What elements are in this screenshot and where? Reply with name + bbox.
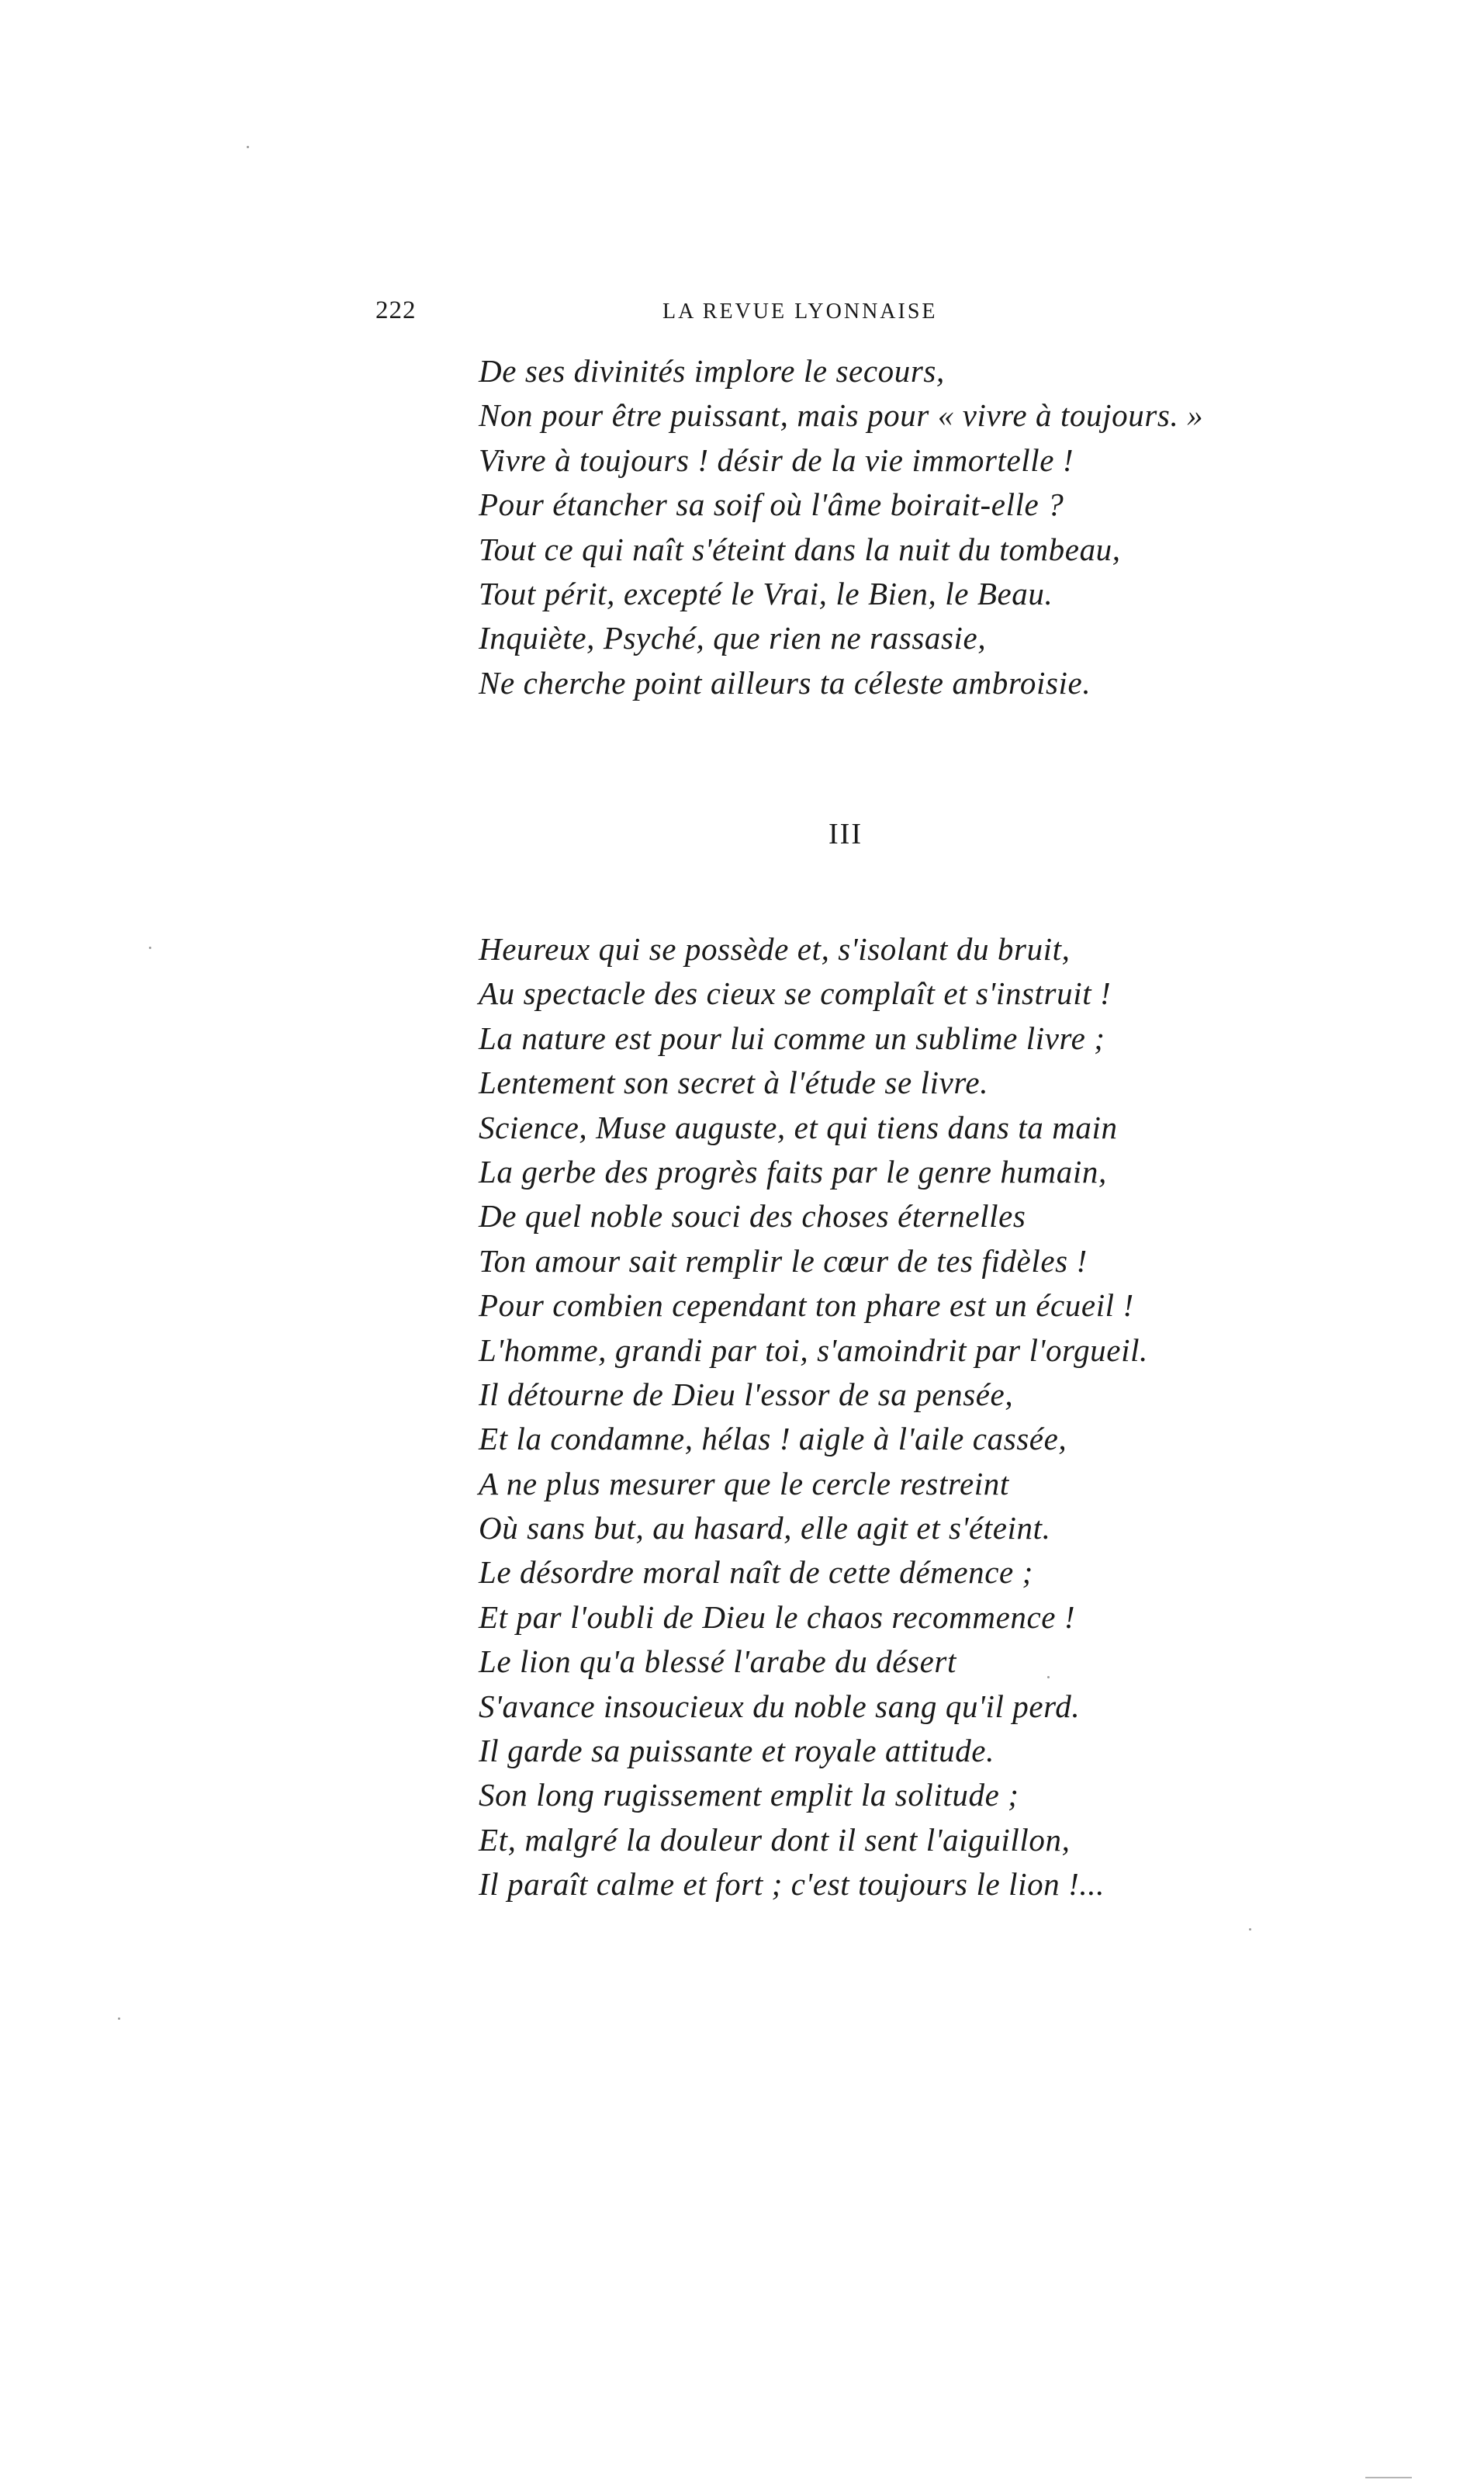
verse-line: Il garde sa puissante et royale attitude. bbox=[479, 1733, 995, 1769]
verse-line: Pour étancher sa soif où l'âme boirait-elle ? bbox=[479, 487, 1064, 523]
verse-line: A ne plus mesurer que le cercle restreint bbox=[479, 1465, 1009, 1501]
verse-line: Il paraît calme et fort ; c'est toujours le lion !... bbox=[479, 1866, 1105, 1903]
running-head bbox=[375, 296, 1229, 335]
stanza-2 bbox=[479, 927, 1148, 1907]
verse-line: Ne cherche point ailleurs ta céleste ambroisie. bbox=[479, 664, 1091, 701]
scan-speck bbox=[247, 146, 249, 148]
verse-line: Vivre à toujours ! désir de la vie immortelle ! bbox=[479, 442, 1074, 478]
verse-line: Et par l'oubli de Dieu le chaos recommence ! bbox=[479, 1598, 1076, 1635]
verse-line: Où sans but, au hasard, elle agit et s'éteint. bbox=[479, 1510, 1051, 1546]
verse-line: S'avance insoucieux du noble sang qu'il perd. bbox=[479, 1688, 1081, 1724]
scan-speck bbox=[1249, 1928, 1251, 1931]
verse-line: Le lion qu'a blessé l'arabe du désert bbox=[479, 1643, 956, 1680]
section-heading: III bbox=[828, 818, 863, 850]
verse-line: La nature est pour lui comme un sublime livre ; bbox=[479, 1020, 1105, 1056]
verse-line: Lentement son secret à l'étude se livre. bbox=[479, 1065, 989, 1101]
verse-line: Et, malgré la douleur dont il sent l'aiguillon, bbox=[479, 1821, 1071, 1858]
verse-line: Tout périt, excepté le Vrai, le Bien, le Beau. bbox=[479, 575, 1053, 611]
verse-line: Au spectacle des cieux se complaît et s'instruit ! bbox=[479, 975, 1112, 1012]
scan-speck bbox=[118, 2017, 120, 2020]
stanza-1 bbox=[479, 349, 1203, 705]
verse-line: Pour combien cependant ton phare est un écueil ! bbox=[479, 1287, 1134, 1324]
scan-speck bbox=[149, 947, 151, 949]
journal-title: LA REVUE LYONNAISE bbox=[662, 300, 938, 324]
scan-edge-mark bbox=[1365, 2477, 1412, 2478]
verse-line: La gerbe des progrès faits par le genre humain, bbox=[479, 1153, 1107, 1190]
verse-line: Tout ce qui naît s'éteint dans la nuit du tombeau, bbox=[479, 531, 1121, 567]
verse-line: Heureux qui se possède et, s'isolant du bruit, bbox=[479, 931, 1071, 967]
verse-line: L'homme, grandi par toi, s'amoindrit par l'orgueil. bbox=[479, 1332, 1148, 1368]
page-number: 222 bbox=[375, 296, 417, 324]
verse-line: Ton amour sait remplir le cœur de tes fidèles ! bbox=[479, 1242, 1088, 1279]
verse-line: Non pour être puissant, mais pour « vivre à toujours. » bbox=[479, 397, 1204, 434]
verse-line: Le désordre moral naît de cette démence ; bbox=[479, 1554, 1033, 1591]
verse-line: Science, Muse auguste, et qui tiens dans ta main bbox=[479, 1109, 1118, 1145]
verse-line: Et la condamne, hélas ! aigle à l'aile cassée, bbox=[479, 1421, 1067, 1457]
verse-line: De quel noble souci des choses éternelles bbox=[479, 1198, 1026, 1235]
verse-line: Son long rugissement emplit la solitude ; bbox=[479, 1777, 1019, 1813]
verse-line: Inquiète, Psyché, que rien ne rassasie, bbox=[479, 620, 987, 656]
verse-line: Il détourne de Dieu l'essor de sa pensée, bbox=[479, 1376, 1014, 1412]
verse-line: De ses divinités implore le secours, bbox=[479, 353, 945, 389]
scan-speck bbox=[1047, 1676, 1050, 1678]
